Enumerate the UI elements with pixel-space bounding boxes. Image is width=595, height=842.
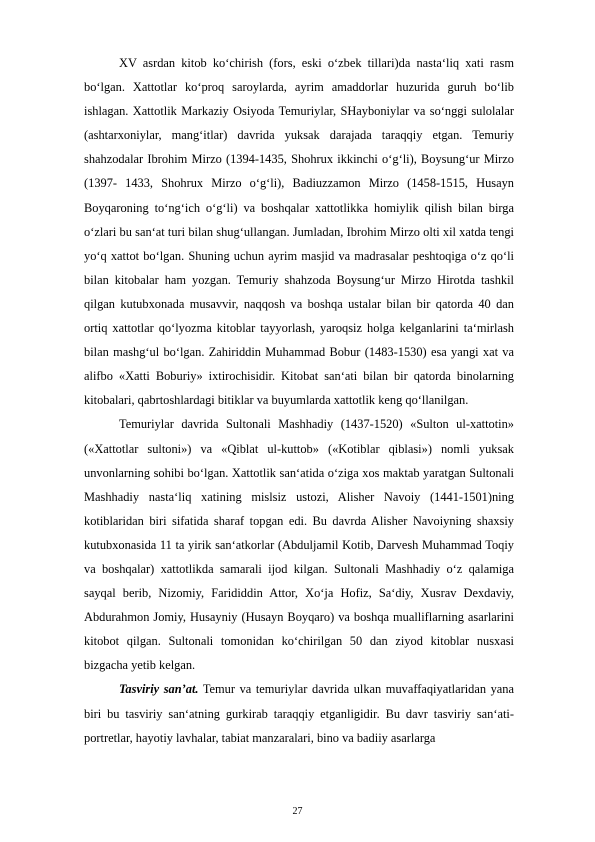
page-body: [84, 51, 514, 750]
paragraph-calligraphy-history: XV asrdan kitob ko‘chirish (fors, eski o‘zbek tillari)da nasta‘liq xati rasm bo‘lgan. Xattotlar ko‘proq saroylarda, ayrim amaddorlar huzurida guruh bo‘lib ishlagan. Xattotlik Markaziy Osiyoda Temuriylar, SHayboniylar va so‘nggi sulolalar (ashtarxoniylar, mang‘itlar) davrida yuksak darajada taraqqiy etgan. Temuriy shahzodalar Ibrohim Mirzo (1394-1435, Shohrux ikkinchi o‘g‘li), Boysung‘ur Mirzo (1397- 1433, Shohrux Mirzo o‘g‘li), Badiuzzamon Mirzo (1458-1515, Husayn Boyqaroning to‘ng‘ich o‘g‘li) va boshqalar xattotlikka homiylik qilish bilan birga o‘zlari bu san‘at turi bilan shug‘ullangan. Jumladan, Ibrohim Mirzo olti xil xatda tengi yo‘q xattot bo‘lgan. Shuning uchun ayrim masjid va madrasalar peshtoqiga o‘z qo‘li bilan kitobalar ham yozgan. Temuriy shahzoda Boysung‘ur Mirzo Hirotda tashkil qilgan kutubxonada musavvir, naqqosh va boshqa ustalar bilan bir qatorda 40 dan ortiq xattotlar qo‘lyozma kitoblar tayyorlash, yaroqsiz holga kelganlarini ta‘mirlash bilan mashg‘ul bo‘lgan. Zahiriddin Muhammad Bobur (1483-1530) esa yangi xat va alifbo «Xatti Boburiy» ixtirochisidir. Kitobat san‘ati bilan bir qatorda binolarning kitobalari, qabrtoshlardagi bitiklar va buyumlarda xattotlik keng qo‘llanilgan.: [84, 56, 514, 408]
page-number: 27: [292, 806, 303, 817]
section-heading-fine-arts: Tasviriy san’at.: [119, 682, 199, 697]
paragraph-sultonali-mashhadiy: Temuriylar davrida Sultonali Mashhadiy (1437-1520) «Sulton ul-xattotin» («Xattotlar sultoni») va «Qiblat ul-kuttob» («Kotiblar qiblasi») nomli yuksak unvonlarning sohibi bo‘lgan. Xattotlik san‘atida o‘ziga xos maktab yaratgan Sultonali Mashhadiy nasta‘liq xatining mislsiz ustozi, Alisher Navoiy (1441-1501)ning kotiblaridan biri sifatida sharaf topgan edi. Bu davrda Alisher Navoiyning shaxsiy kutubxonasida 11 ta yirik san‘atkorlar (Abduljamil Kotib, Darvesh Muhammad Toqiy va boshqalar) xattotlikda samarali ijod kilgan. Sultonali Mashhadiy o‘z qalamiga sayqal berib, Nizomiy, Farididdin Attor, Xo‘ja Hofiz, Sa‘diy, Xusrav Dexdaviy, Abdurahmon Jomiy, Husayniy (Husayn Boyqaro) va boshqa mualliflarning asarlarini kitobot qilgan. Sultonali tomonidan ko‘chirilgan 50 dan ziyod kitoblar nusxasi bizgacha yetib kelgan.: [84, 417, 514, 673]
paragraph-fine-arts-text: Temur va temuriylar davrida ulkan muvaffaqiyatlaridan yana biri bu tasviriy san‘atning gurkirab taraqqiy etganligidir. Bu davr tasviriy san‘ati- portretlar, hayotiy lavhalar, tabiat manzaralari, bino va badiiy asarlarga: [84, 682, 514, 745]
paragraph-fine-arts: [84, 677, 514, 749]
